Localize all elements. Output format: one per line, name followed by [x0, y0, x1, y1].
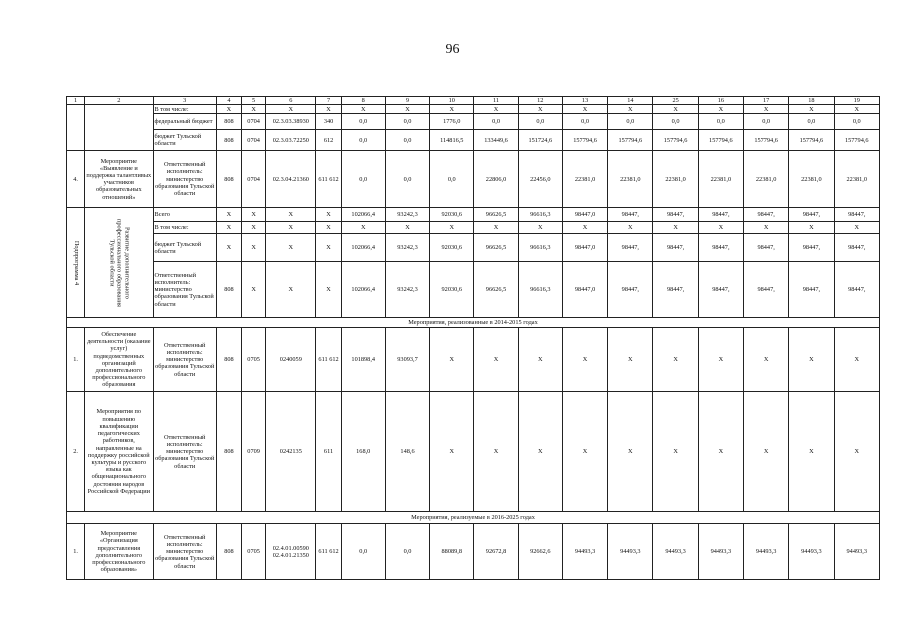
table-cell: 98447,: [834, 262, 879, 318]
table-cell: X: [474, 328, 518, 392]
table-cell: 98447,: [698, 262, 743, 318]
table-cell: 612: [316, 130, 341, 151]
column-header: 9: [385, 97, 429, 105]
table-cell: 148,6: [385, 392, 429, 512]
table-cell: 0,0: [608, 114, 653, 130]
column-header: 4: [216, 97, 241, 105]
table-cell: 611 612: [316, 151, 341, 208]
table-cell: 0,0: [341, 130, 385, 151]
table-cell: 96626,5: [474, 262, 518, 318]
empty-cell: [85, 105, 153, 151]
table-cell: 92672,8: [474, 524, 518, 580]
table-cell: 0,0: [789, 114, 834, 130]
table-cell: 808: [216, 151, 241, 208]
table-row: [67, 208, 880, 222]
table-cell: X: [341, 222, 385, 234]
table-cell: 98447,: [834, 208, 879, 222]
column-header: 14: [608, 97, 653, 105]
table-cell: X: [316, 262, 341, 318]
row-label: Ответственный исполнитель: министерство образования Тульской области: [153, 262, 216, 318]
table-cell: X: [789, 105, 834, 114]
table-cell: 98447,: [744, 208, 789, 222]
table-cell: X: [518, 222, 562, 234]
table-cell: X: [474, 222, 518, 234]
column-header: 1: [67, 97, 85, 105]
table-cell: X: [834, 328, 879, 392]
row-number: 1.: [67, 524, 85, 580]
table-cell: 157794,6: [834, 130, 879, 151]
activity-name: Мероприятие «Организация предоставления дополнительного профессионального образования»: [85, 524, 153, 580]
responsible-executor: Ответственный исполнитель: министерство образования Тульской области: [153, 524, 216, 580]
table-cell: X: [266, 262, 316, 318]
table-cell: 98447,0: [562, 234, 607, 262]
subprogram-title-cell: [85, 208, 153, 318]
table-cell: 101898,4: [341, 328, 385, 392]
column-header: 5: [242, 97, 266, 105]
table-cell: X: [430, 105, 474, 114]
responsible-executor: Ответственный исполнитель: министерство образования Тульской области: [153, 328, 216, 392]
table-cell: X: [562, 222, 607, 234]
table-cell: 92030,6: [430, 234, 474, 262]
row-number: 1.: [67, 328, 85, 392]
table-cell: 22381,0: [789, 151, 834, 208]
table-cell: X: [834, 105, 879, 114]
table-cell: 94493,3: [562, 524, 607, 580]
subprogram-label: Подпрограмма 4: [72, 240, 80, 285]
table-cell: 96616,3: [518, 208, 562, 222]
column-header: 16: [698, 97, 743, 105]
table-cell: X: [653, 328, 698, 392]
table-cell: 0,0: [385, 130, 429, 151]
table-row: [67, 114, 880, 130]
table-cell: X: [430, 392, 474, 512]
section-row: [67, 512, 880, 524]
table-cell: 98447,: [653, 208, 698, 222]
table-cell: 98447,: [744, 262, 789, 318]
table-cell: 98447,: [698, 208, 743, 222]
table-cell: X: [744, 392, 789, 512]
page-number: 96: [445, 42, 460, 57]
table-cell: 22806,0: [474, 151, 518, 208]
table-cell: X: [653, 222, 698, 234]
table-cell: 0,0: [385, 114, 429, 130]
table-cell: 93242,3: [385, 262, 429, 318]
table-cell: 98447,: [789, 234, 834, 262]
table-cell: X: [316, 208, 341, 222]
table-cell: X: [834, 392, 879, 512]
table-cell: 157794,6: [653, 130, 698, 151]
table-cell: 0705: [242, 524, 266, 580]
table-cell: X: [385, 105, 429, 114]
table-cell: 22381,0: [834, 151, 879, 208]
table-cell: X: [430, 222, 474, 234]
table-cell: 02.3.03.72250: [266, 130, 316, 151]
header-row: [67, 97, 880, 105]
table-cell: 98447,: [834, 234, 879, 262]
table-cell: 0,0: [341, 151, 385, 208]
table-cell: X: [242, 234, 266, 262]
table-cell: 94493,3: [698, 524, 743, 580]
table-cell: X: [474, 392, 518, 512]
table-cell: 98447,: [653, 262, 698, 318]
table-cell: X: [266, 105, 316, 114]
column-header: 19: [834, 97, 879, 105]
table-cell: X: [474, 105, 518, 114]
column-header: 18: [789, 97, 834, 105]
table-cell: 808: [216, 524, 241, 580]
table-cell: 157794,6: [562, 130, 607, 151]
table-cell: X: [266, 208, 316, 222]
table-cell: X: [698, 105, 743, 114]
column-header: 25: [653, 97, 698, 105]
table-cell: X: [608, 328, 653, 392]
table-cell: X: [518, 105, 562, 114]
table-cell: X: [744, 222, 789, 234]
table-cell: X: [698, 392, 743, 512]
budget-table: [66, 96, 880, 580]
table-cell: 0,0: [385, 151, 429, 208]
table-cell: X: [216, 105, 241, 114]
table-row: [67, 234, 880, 262]
table-cell: 157794,6: [744, 130, 789, 151]
table-row: [67, 222, 880, 234]
table-cell: X: [744, 328, 789, 392]
table-cell: X: [562, 328, 607, 392]
table-cell: X: [562, 392, 607, 512]
table-cell: X: [698, 222, 743, 234]
table-cell: 0704: [242, 151, 266, 208]
subprogram-title: Развитие дополнительного профессионального образования Тульской области: [108, 218, 131, 307]
table-cell: X: [242, 105, 266, 114]
row-number: 4.: [67, 151, 85, 208]
table-row: [67, 262, 880, 318]
table-row: [67, 130, 880, 151]
table-cell: X: [316, 105, 341, 114]
table-cell: 94493,3: [653, 524, 698, 580]
table-cell: 611 612: [316, 524, 341, 580]
table-cell: 157794,6: [698, 130, 743, 151]
column-header: 17: [744, 97, 789, 105]
table-cell: 102066,4: [341, 208, 385, 222]
table-cell: 92030,6: [430, 208, 474, 222]
table-row: [67, 392, 880, 512]
table-cell: 808: [216, 262, 241, 318]
table-cell: 96626,5: [474, 234, 518, 262]
table-cell: 808: [216, 328, 241, 392]
table-cell: 98447,: [789, 208, 834, 222]
activity-name: Обеспечение деятельности (оказание услуг) подведомственных организаций дополнительного профессионального образования: [85, 328, 153, 392]
row-label: В том числе:: [153, 222, 216, 234]
row-label: Всего: [153, 208, 216, 222]
subprogram-label-cell: [67, 208, 85, 318]
table-cell: 98447,: [608, 262, 653, 318]
table-cell: X: [789, 392, 834, 512]
column-header: 11: [474, 97, 518, 105]
table-cell: 0,0: [653, 114, 698, 130]
table-cell: 0705: [242, 328, 266, 392]
column-header: 8: [341, 97, 385, 105]
table-cell: 98447,0: [562, 208, 607, 222]
table-cell: X: [789, 328, 834, 392]
table-body: [67, 97, 880, 580]
table-cell: 808: [216, 114, 241, 130]
table-cell: 0,0: [341, 114, 385, 130]
table-cell: X: [385, 222, 429, 234]
table-cell: 151724,6: [518, 130, 562, 151]
table-cell: 98447,: [698, 234, 743, 262]
table-cell: X: [653, 105, 698, 114]
table-cell: X: [242, 262, 266, 318]
column-header: 3: [153, 97, 216, 105]
table-cell: 98447,: [744, 234, 789, 262]
table-cell: 0,0: [518, 114, 562, 130]
table-cell: 102066,4: [341, 234, 385, 262]
table-cell: X: [216, 222, 241, 234]
table-cell: 340: [316, 114, 341, 130]
table-cell: X: [316, 222, 341, 234]
table-cell: 93242,3: [385, 208, 429, 222]
table-cell: 808: [216, 130, 241, 151]
table-cell: X: [744, 105, 789, 114]
table-row: [67, 328, 880, 392]
table-cell: 611 612: [316, 328, 341, 392]
table-cell: 22381,0: [608, 151, 653, 208]
section-row: [67, 318, 880, 328]
table-cell: 22381,0: [562, 151, 607, 208]
row-activity-4: [67, 151, 880, 208]
table-cell: X: [242, 208, 266, 222]
table-cell: 22381,0: [698, 151, 743, 208]
row-label: федеральный бюджет: [153, 114, 216, 130]
table-cell: 96626,5: [474, 208, 518, 222]
table-cell: X: [562, 105, 607, 114]
row-label: бюджет Тульской области: [153, 130, 216, 151]
table-cell: 611: [316, 392, 341, 512]
table-cell: X: [608, 222, 653, 234]
table-cell: 93242,3: [385, 234, 429, 262]
table-cell: 22456,0: [518, 151, 562, 208]
table-row: [67, 105, 880, 114]
activity-name: Мероприятие «Выявление и поддержка талантливых участников образовательных отношений»: [85, 151, 153, 208]
table-cell: X: [341, 105, 385, 114]
table-cell: X: [216, 208, 241, 222]
table-cell: 88089,8: [430, 524, 474, 580]
table-cell: 92662,6: [518, 524, 562, 580]
table-cell: X: [608, 392, 653, 512]
table-row: [67, 524, 880, 580]
table-cell: 0,0: [430, 151, 474, 208]
column-header: 2: [85, 97, 153, 105]
empty-cell: [67, 105, 85, 151]
table-cell: 0704: [242, 114, 266, 130]
section-header: Мероприятия, реализуемые в 2016-2025 годах: [67, 512, 880, 524]
table-cell: 94493,3: [608, 524, 653, 580]
column-header: 13: [562, 97, 607, 105]
table-cell: X: [698, 328, 743, 392]
table-cell: X: [834, 222, 879, 234]
table-cell: X: [266, 234, 316, 262]
table-cell: 98447,: [789, 262, 834, 318]
section-header: Мероприятия, реализованные в 2014-2015 годах: [67, 318, 880, 328]
table-cell: 0,0: [834, 114, 879, 130]
table-cell: 93093,7: [385, 328, 429, 392]
table-cell: 0,0: [744, 114, 789, 130]
table-cell: 0,0: [562, 114, 607, 130]
table-cell: 98447,0: [562, 262, 607, 318]
table-cell: 0709: [242, 392, 266, 512]
table-cell: 0704: [242, 130, 266, 151]
table-cell: X: [789, 222, 834, 234]
table-cell: 94493,3: [834, 524, 879, 580]
table-cell: 92030,6: [430, 262, 474, 318]
table-cell: 0242135: [266, 392, 316, 512]
table-cell: X: [216, 234, 241, 262]
table-cell: 96616,3: [518, 234, 562, 262]
responsible-executor: Ответственный исполнитель: министерство образования Тульской области: [153, 392, 216, 512]
table-cell: 0240059: [266, 328, 316, 392]
table-cell: 133449,6: [474, 130, 518, 151]
table-cell: X: [518, 328, 562, 392]
table-cell: 22381,0: [744, 151, 789, 208]
table-cell: 96616,3: [518, 262, 562, 318]
table-cell: X: [653, 392, 698, 512]
table-cell: 94493,3: [744, 524, 789, 580]
table-cell: 157794,6: [789, 130, 834, 151]
activity-name: Мероприятия по повышению квалификации педагогических работников, направленные на поддержку российской культуры и русского языка как общенационального достояния народов Российской Федерации: [85, 392, 153, 512]
table-cell: 102066,4: [341, 262, 385, 318]
table-cell: 98447,: [608, 208, 653, 222]
table-cell: 0,0: [385, 524, 429, 580]
column-header: 10: [430, 97, 474, 105]
table-cell: X: [266, 222, 316, 234]
table-cell: 0,0: [474, 114, 518, 130]
column-header: 7: [316, 97, 341, 105]
table-cell: X: [518, 392, 562, 512]
row-number: 2.: [67, 392, 85, 512]
table-cell: 0,0: [341, 524, 385, 580]
row-label: бюджет Тульской области: [153, 234, 216, 262]
table-cell: 168,0: [341, 392, 385, 512]
table-cell: 94493,3: [789, 524, 834, 580]
table-cell: X: [430, 328, 474, 392]
table-cell: 02.3.04.21360: [266, 151, 316, 208]
table-cell: X: [316, 234, 341, 262]
table-cell: X: [608, 105, 653, 114]
row-label: В том числе:: [153, 105, 216, 114]
table-cell: 114816,5: [430, 130, 474, 151]
table-cell: X: [242, 222, 266, 234]
table-cell: 157794,6: [608, 130, 653, 151]
table-cell: 98447,: [608, 234, 653, 262]
table-cell: 98447,: [653, 234, 698, 262]
table-cell: 22381,0: [653, 151, 698, 208]
table-cell: 0,0: [698, 114, 743, 130]
table-cell: 1776,0: [430, 114, 474, 130]
table-cell: 02.3.03.38930: [266, 114, 316, 130]
table-cell: 02.4.01.00590 02.4.01.21350: [266, 524, 316, 580]
column-header: 12: [518, 97, 562, 105]
column-header: 6: [266, 97, 316, 105]
responsible-executor: Ответственный исполнитель: министерство образования Тульской области: [153, 151, 216, 208]
table-cell: 808: [216, 392, 241, 512]
